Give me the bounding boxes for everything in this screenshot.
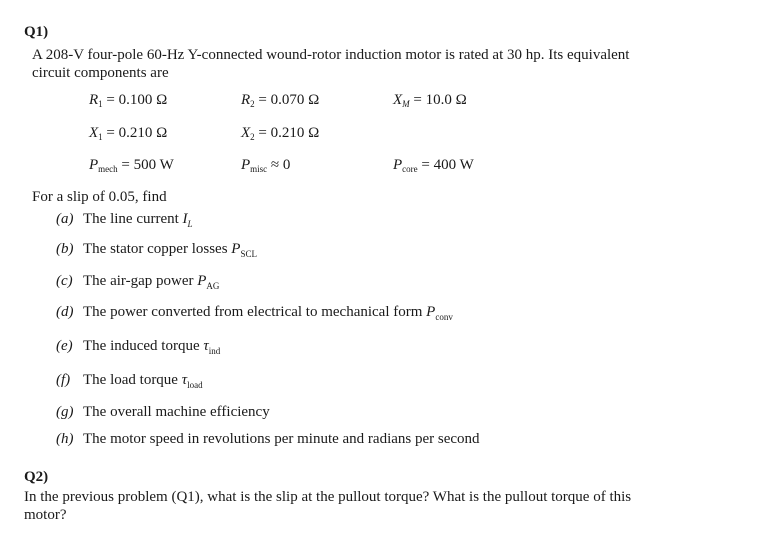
param-xm: $X_M = 10.0$ Ω	[393, 92, 467, 109]
param-pmech: $P_{mech} = 500$ W	[89, 157, 174, 174]
q1-find-text: For a slip of 0.05, find	[32, 189, 167, 205]
param-x1: $X_1 = 0.210$ Ω	[89, 125, 168, 142]
q1-intro-line2: circuit components are	[32, 65, 169, 81]
q2-line1: In the previous problem (Q1), what is the slip at the pullout torque? What is the pullout torque of this	[24, 489, 632, 505]
q2-line2: motor?	[24, 507, 67, 523]
q2-heading: Q2)	[24, 469, 49, 485]
part-g: (g) The overall machine efficiency	[56, 404, 270, 420]
q1-intro-line1: A 208-V four-pole 60-Hz Y-connected wound-rotor induction motor is rated at 30 hp. Its equivalent	[32, 47, 630, 63]
part-b: (b) The stator copper losses $P_{SCL}$	[56, 241, 257, 259]
part-e: (e) The induced torque $\tau_{ind}$	[56, 338, 221, 356]
part-h: (h) The motor speed in revolutions per minute and radians per second	[56, 431, 480, 447]
param-pmisc: $P_{misc} \approx 0$	[241, 157, 291, 174]
part-a: (a) The line current $I_L$	[56, 211, 193, 229]
param-r2: $R_2 = 0.070$ Ω	[241, 92, 320, 109]
part-d: (d) The power converted from electrical to mechanical form $P_{conv}$	[56, 304, 453, 322]
part-f: (f) The load torque $\tau_{load}$	[56, 372, 203, 390]
q1-heading: Q1)	[24, 24, 49, 40]
param-r1: $R_1 = 0.100$ Ω	[89, 92, 168, 109]
param-pcore: $P_{core} = 400$ W	[393, 157, 474, 174]
param-x2: $X_2 = 0.210$ Ω	[241, 125, 320, 142]
part-c: (c) The air-gap power $P_{AG}$	[56, 273, 220, 291]
